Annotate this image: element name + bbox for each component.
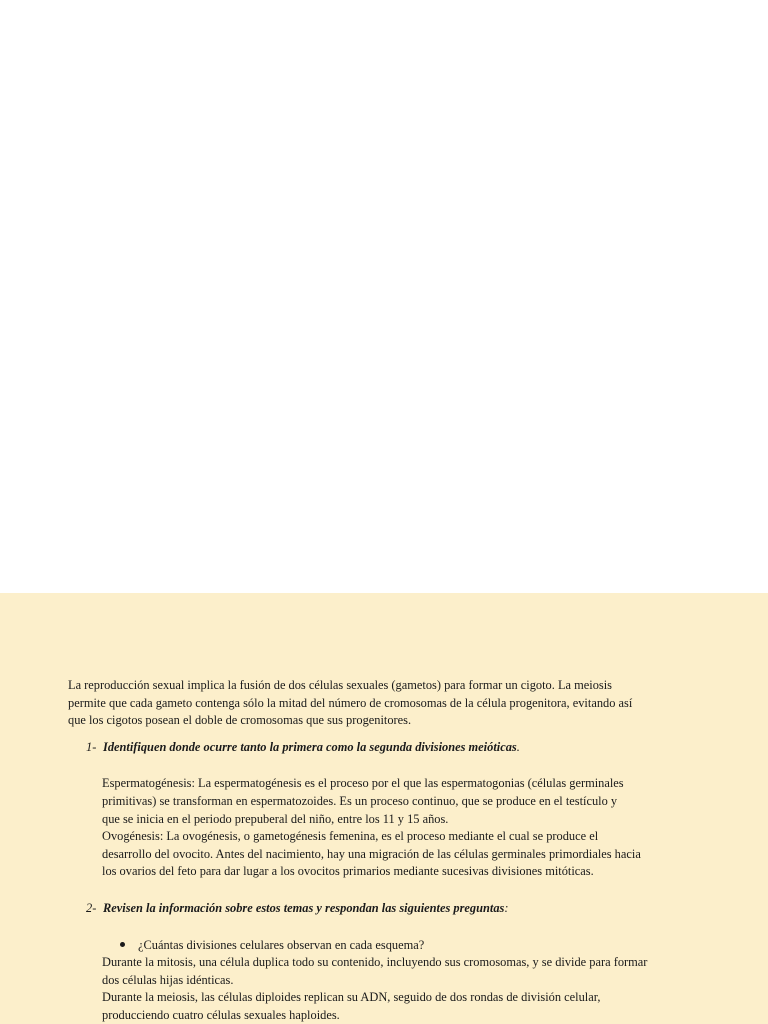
question-2	[68, 900, 700, 918]
bullet-icon	[120, 942, 125, 947]
intro-paragraph	[68, 677, 700, 730]
answer-line: Ovogénesis: La ovogénesis, o gametogénesis femenina, es el proceso mediante el cual se produce el	[102, 829, 599, 844]
question-text	[103, 900, 509, 918]
answer-line: producciendo cuatro células sexuales haploides.	[102, 1007, 340, 1022]
question-number: 2-	[86, 900, 97, 915]
question-text-tail: .	[516, 739, 520, 754]
question-text	[103, 739, 520, 757]
answer-line: dos células hijas idénticas.	[102, 972, 234, 987]
question-number: 1-	[86, 739, 97, 754]
answer-2	[102, 954, 700, 1024]
answer-line: primitivas) se transforman en espermatozoides. Es un proceso continuo, que se produce en el testículo y	[102, 793, 618, 808]
answer-line: Durante la mitosis, una célula duplica todo su contenido, incluyendo sus cromosomas, y se divide para formar	[102, 955, 648, 970]
question-1	[68, 739, 700, 757]
question-text-main: Revisen la información sobre estos temas y respondan las siguientes preguntas	[103, 900, 505, 915]
intro-line: La reproducción sexual implica la fusión de dos células sexuales (gametos) para formar un cigoto. La meiosis	[68, 678, 612, 692]
document-content	[68, 677, 700, 1024]
intro-line: que los cigotos posean el doble de cromosomas que sus progenitores.	[68, 713, 412, 728]
answer-line: los ovarios del feto para dar lugar a los ovocitos primarios mediante sucesivas divisiones mitóticas.	[102, 864, 594, 879]
answer-line: desarrollo del ovocito. Antes del nacimiento, hay una migración de las células germinales primordiales hacia	[102, 846, 641, 861]
document-page	[0, 593, 768, 1024]
question-text-main: Identifiquen donde ocurre tanto la primera como la segunda divisiones meióticas	[103, 739, 517, 754]
answer-line: Durante la meiosis, las células diploides replican su ADN, seguido de dos rondas de división celular,	[102, 990, 601, 1005]
answer-1	[102, 775, 700, 881]
answer-line: Espermatogénesis: La espermatogénesis es el proceso por el que las espermatogonias (células germinales	[102, 776, 624, 791]
bullet-text: ¿Cuántas divisiones celulares observan en cada esquema?	[138, 937, 425, 952]
bullet-item	[102, 937, 700, 955]
intro-line: permite que cada gameto contenga sólo la mitad del número de cromosomas de la célula progenitora, evitando así	[68, 695, 633, 710]
question-text-tail: :	[504, 900, 509, 915]
answer-line: que se inicia en el periodo prepuberal del niño, entre los 11 y 15 años.	[102, 811, 449, 826]
